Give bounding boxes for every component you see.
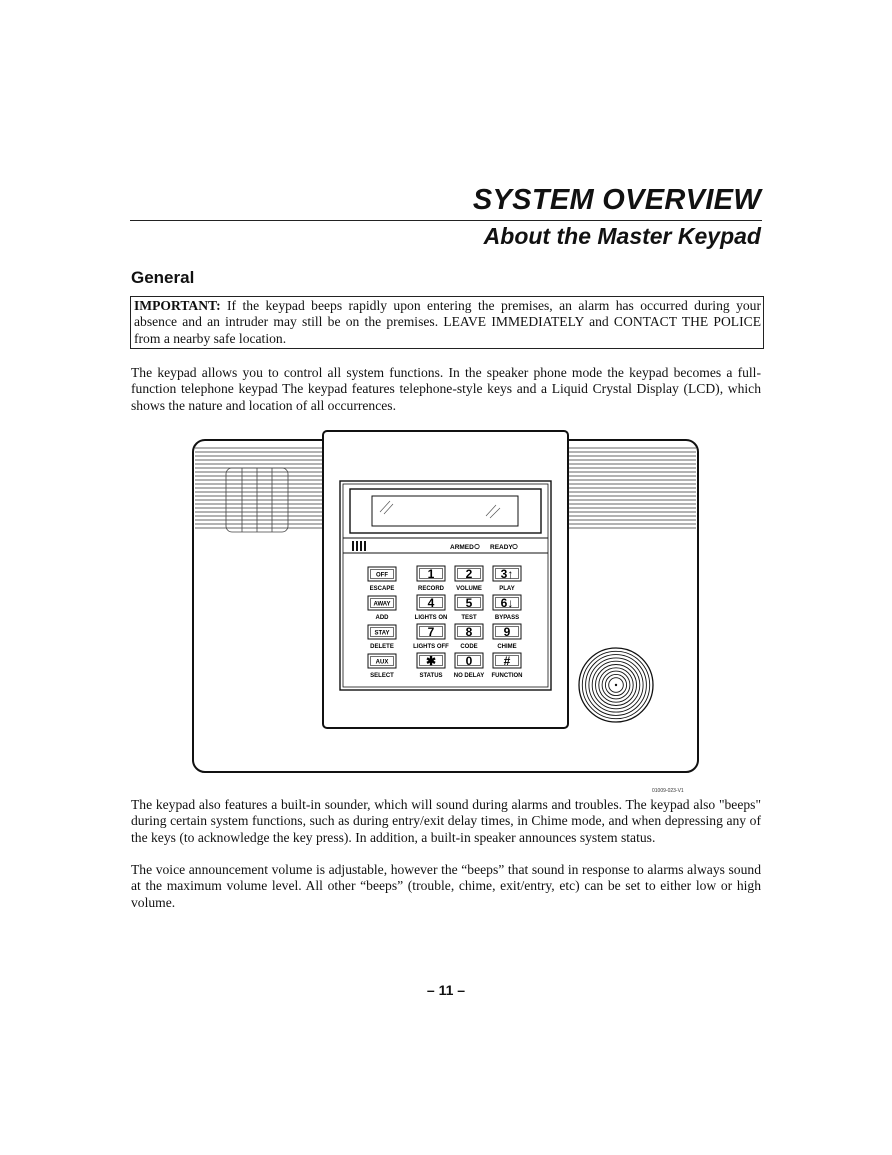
keypad-key xyxy=(455,566,483,592)
key-text: 8 xyxy=(465,625,473,639)
sounder-paragraph: The keypad also features a built-in sounder, which will sound during alarms and troubles. The keypad also "beeps" during certain system functions, such as during entry/exit delay times, in Chime mode, and when depressing any of the keys (to acknowledge the key press). In addition, a built-in speaker announces system status. xyxy=(131,797,761,845)
title-rule xyxy=(130,220,762,221)
armed-indicator-label: ARMED xyxy=(450,544,474,551)
key-label: RECORD xyxy=(417,586,445,592)
keypad-key xyxy=(415,595,448,621)
page-subtitle: About the Master Keypad xyxy=(483,223,761,249)
page-number: – 11 – xyxy=(426,982,466,998)
keypad-key xyxy=(417,566,445,592)
keypad-key-aux xyxy=(368,654,396,679)
key-text: 9 xyxy=(503,625,511,639)
page-title: SYSTEM OVERVIEW xyxy=(472,184,761,216)
key-text: 0 xyxy=(465,654,473,668)
key-label: NO DELAY xyxy=(453,673,485,679)
key-label: VOLUME xyxy=(456,586,482,592)
key-label: BYPASS xyxy=(494,615,520,621)
keypad-key xyxy=(417,653,445,679)
important-notice xyxy=(130,296,764,349)
key-label: FUNCTION xyxy=(491,673,523,679)
key-label: CHIME xyxy=(497,644,517,650)
key-label: ADD xyxy=(375,615,389,621)
key-label: LIGHTS ON xyxy=(414,615,448,621)
key-label: LIGHTS OFF xyxy=(413,644,449,650)
key-text: OFF xyxy=(376,572,388,579)
intro-paragraph: The keypad allows you to control all system functions. In the speaker phone mode the keypad becomes a full-function telephone keypad The keypad features telephone-style keys and a Liquid Crystal Display (LCD), which shows the nature and location of all occurrences. xyxy=(131,365,761,413)
figure-code: 01009-023-V1 xyxy=(652,788,684,794)
key-label: SELECT xyxy=(370,673,394,679)
key-text: 1 xyxy=(427,567,435,581)
volume-paragraph: The voice announcement volume is adjustable, however the “beeps” that sound in response to alarms always sound at the maximum volume level. All other “beeps” (trouble, chime, exit/entry, etc) can be set to either low or high volume. xyxy=(131,862,761,910)
key-label: DELETE xyxy=(370,644,394,650)
key-label: ESCAPE xyxy=(369,586,395,592)
key-label: CODE xyxy=(460,644,478,650)
key-text: AWAY xyxy=(373,601,391,608)
keypad-key-stay xyxy=(368,625,396,650)
section-heading: General xyxy=(131,268,195,287)
keypad-key xyxy=(454,653,484,679)
key-text: STAY xyxy=(374,630,390,637)
keypad-key xyxy=(413,624,449,650)
keypad-drawing xyxy=(190,428,702,776)
important-text: If the keypad beeps rapidly upon entering the premises, an alarm has occurred during your absence and an intruder may still be on the premises. LEAVE IMMEDIATELY and CONTACT THE POLICE from a nearby safe location. xyxy=(134,298,761,346)
key-text: # xyxy=(503,654,511,668)
key-label: PLAY xyxy=(499,586,515,592)
key-label: TEST xyxy=(461,615,477,621)
keypad-key xyxy=(493,595,521,621)
important-label: IMPORTANT: xyxy=(134,298,221,313)
key-text: 3↑ xyxy=(500,567,514,581)
key-text: 6↓ xyxy=(500,596,514,610)
ready-indicator-label: READY xyxy=(490,544,513,551)
keypad-key-off xyxy=(368,567,396,592)
key-text: 4 xyxy=(427,596,435,610)
key-text: AUX xyxy=(375,659,389,666)
key-text: 2 xyxy=(465,567,473,581)
key-label: STATUS xyxy=(419,673,443,679)
key-text: 7 xyxy=(427,625,435,639)
keypad-key xyxy=(492,653,523,679)
keypad-illustration xyxy=(190,428,702,776)
key-text: ✱ xyxy=(425,654,437,668)
key-text: 5 xyxy=(465,596,473,610)
